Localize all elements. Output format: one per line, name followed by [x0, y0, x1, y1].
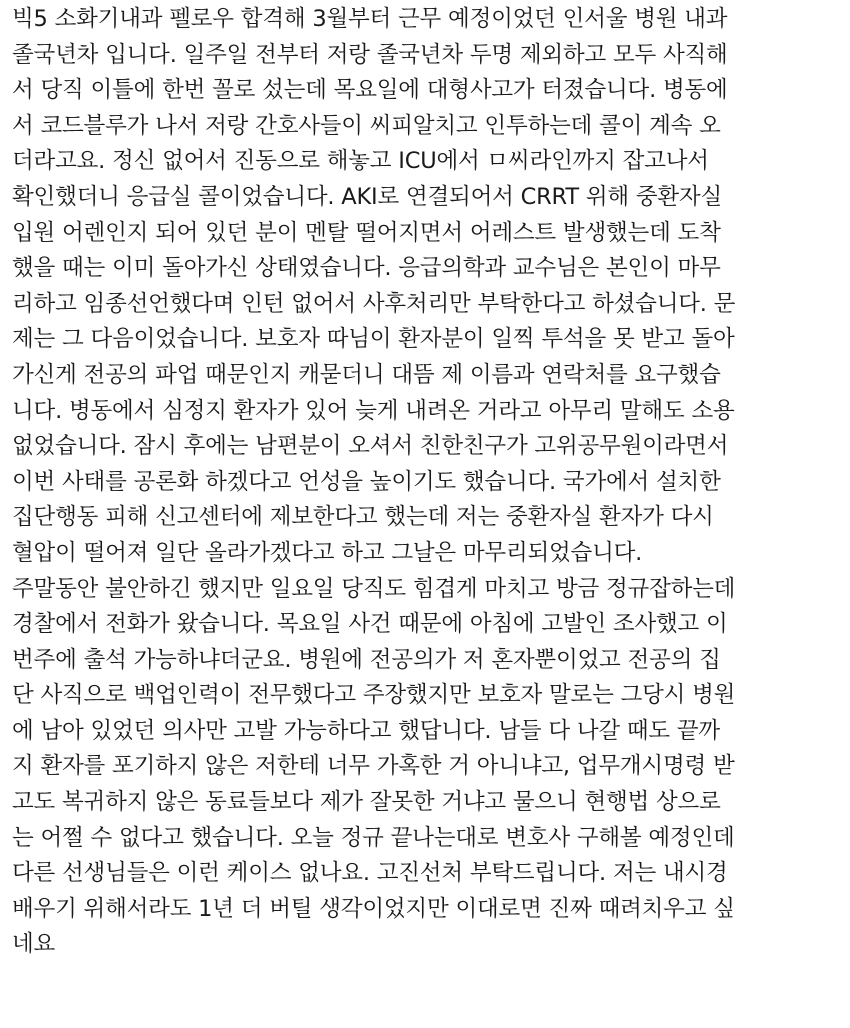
post-line: 에 남아 있었던 의사만 고발 가능하다고 했답니다. 남들 다 나갈 때도 끝까 — [12, 717, 720, 744]
post-line: 서 코드블루가 나서 저랑 간호사들이 씨피알치고 인투하는데 콜이 계속 오 — [12, 112, 721, 139]
post-body — [12, 0, 844, 963]
post-line: 제는 그 다음이었습니다. 보호자 따님이 환자분이 일찍 투석을 못 받고 돌아 — [12, 326, 735, 353]
post-line: 니다. 병동에서 심정지 환자가 있어 늦게 내려온 거라고 아무리 말해도 소용 — [12, 397, 735, 424]
post-line: 서 당직 이틀에 한번 꼴로 섰는데 목요일에 대형사고가 터졌습니다. 병동에 — [12, 77, 728, 104]
post-line: 주말동안 불안하긴 했지만 일요일 당직도 힘겹게 마치고 방금 정규잡하는데 — [12, 575, 736, 602]
post-line: 가신게 전공의 파업 때문인지 캐묻더니 대뜸 제 이름과 연락처를 요구했습 — [12, 361, 721, 388]
post-line: 혈압이 떨어져 일단 올라가겠다고 하고 그날은 마무리되었습니다. — [12, 539, 643, 566]
post-line: 리하고 임종선언했다며 인턴 없어서 사후처리만 부탁한다고 하셨습니다. 문 — [12, 290, 736, 317]
post-line: 배우기 위해서라도 1년 더 버틸 생각이었지만 이대로면 진짜 때려치우고 싶 — [12, 895, 735, 922]
post-line: 했을 때는 이미 돌아가신 상태였습니다. 응급의학과 교수님은 본인이 마무 — [12, 255, 721, 282]
post-line: 빅5 소화기내과 펠로우 합격해 3월부터 근무 예정이었던 인서울 병원 내과 — [12, 6, 728, 32]
post-line: 확인했더니 응급실 콜이었습니다. AKI로 연결되어서 CRRT 위해 중환자실 — [12, 183, 722, 210]
post-line: 이번 사태를 공론화 하겠다고 언성을 높이기도 했습니다. 국가에서 설치한 — [12, 468, 721, 495]
post-line: 집단행동 피해 신고센터에 제보한다고 했는데 저는 중환자실 환자가 다시 — [12, 504, 714, 531]
post-line: 단 사직으로 백업인력이 전무했다고 주장했지만 보호자 말로는 그당시 병원 — [12, 682, 736, 709]
post-line: 입원 어렌인지 되어 있던 분이 멘탈 떨어지면서 어레스트 발생했는데 도착 — [12, 219, 721, 246]
post-line: 졸국년차 입니다. 일주일 전부터 저랑 졸국년차 두명 제외하고 모두 사직해 — [12, 41, 728, 68]
post-line: 번주에 출석 가능하냐더군요. 병원에 전공의가 저 혼자뿐이었고 전공의 집 — [12, 646, 721, 673]
post-line: 없었습니다. 잠시 후에는 남편분이 오셔서 친한친구가 고위공무원이라면서 — [12, 433, 729, 460]
post-line: 경찰에서 전화가 왔습니다. 목요일 사건 때문에 아침에 고발인 조사했고 이 — [12, 611, 728, 638]
post-line: 지 환자를 포기하지 않은 저한테 너무 가혹한 거 아니냐고, 업무개시명령 받 — [12, 753, 735, 780]
post-line: 는 어쩔 수 없다고 했습니다. 오늘 정규 끝나는대로 변호사 구해볼 예정인데 — [12, 824, 735, 851]
post-line: 고도 복귀하지 않은 동료들보다 제가 잘못한 거냐고 물으니 현행법 상으로 — [12, 789, 721, 816]
post-line: 네요 — [12, 931, 56, 958]
post-line: 더라고요. 정신 없어서 진동으로 해놓고 ICU에서 ㅁ씨라인까지 잡고나서 — [12, 148, 709, 175]
post-line: 다른 선생님들은 이런 케이스 없나요. 고진선처 부탁드립니다. 저는 내시경 — [12, 860, 728, 887]
